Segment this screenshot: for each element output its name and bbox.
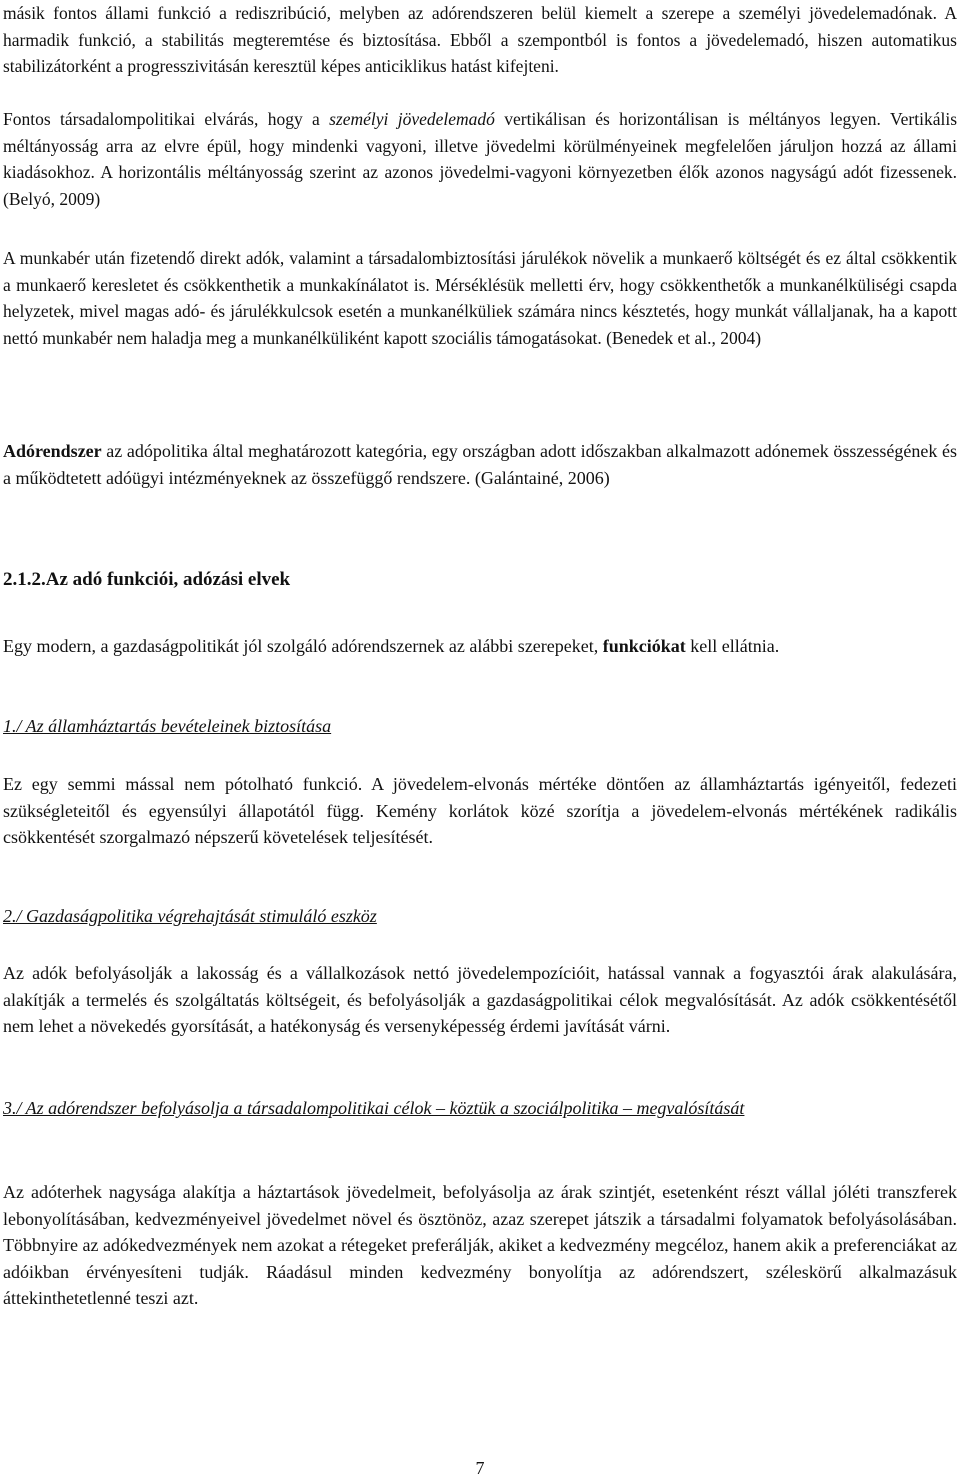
intro-text-2: kell ellátnia. — [685, 636, 780, 656]
section-heading: 2.1.2.Az adó funkciói, adózási elvek — [3, 569, 291, 590]
term-funkciokat: funkciókat — [602, 636, 686, 656]
page-number: 7 — [475, 1458, 485, 1478]
paragraph-function-2: Az adók befolyásolják a lakosság és a vállalkozások nettó jövedelempozícióit, hatással vannak a fogyasztói árak alakulására, alakítják a termelés és szolgáltatás költségeit, és befolyásolják a gazdaságpolitikai célok megvalósítását. Az adók csökkentésétől nem lehet a növekedés gyorsítását, a hatékonyság és versenyképesség érdemi javítását várni. — [3, 963, 957, 1037]
subheading-function-2: 2./ Gazdaságpolitika végrehajtását stimuláló eszköz — [3, 906, 377, 926]
paragraph-functions-intro — [3, 633, 957, 660]
paragraph-equity-text-2: vertikálisan és horizontálisan is méltányos legyen. Vertikális méltányosság arra az elvre épül, hogy mindenki vagyoni, illetve jövedelmi körülményeinek megfelelően járuljon hozzá az állami kiadásokhoz. A horizontális méltányosság szerint az azonos jövedelmi-vagyoni környezetben élők azonos nagyságú adót fizessenek. (Belyó, 2009) — [3, 109, 958, 209]
paragraph-tax-system-definition — [3, 438, 957, 491]
paragraph-equity — [3, 106, 957, 212]
paragraph-function-1: Ez egy semmi mással nem pótolható funkció. A jövedelem-elvonás mértéke döntően az államháztartás igényeitől, fedezeti szükségleteitől és egyensúlyi állapotától függ. Kemény korlátok közé szorítja a jövedelem-elvonás mértékének radikális csökkentését szorgalmazó népszerű követelések teljesítését. — [3, 774, 957, 848]
paragraph-equity-text-1: Fontos társadalompolitikai elvárás, hogy a — [3, 109, 330, 129]
paragraph-redistribution: másik fontos állami funkció a rediszribúció, melyben az adórendszeren belül kiemelt a szerepe a személyi jövedelemadónak. A harmadik funkció, a stabilitás megteremtése és biztosítása. Ebből a szempontból is fontos a jövedelemadó, hiszen automatikus stabilizátorként a progresszivitásán keresztül képes anticiklikus hatást kifejteni. — [3, 3, 957, 77]
definition-text: az adópolitika által meghatározott kategória, egy országban adott időszakban alkalmazott adónemek összességének és a működtetett adóügyi intézményeknek az összefüggő rendszere. (Galántainé, 2006) — [3, 441, 957, 488]
subheading-function-1: 1./ Az államháztartás bevételeinek biztosítása — [3, 716, 332, 736]
subheading-function-3: 3./ Az adórendszer befolyásolja a társadalompolitikai célok – köztük a szociálpolitika – megvalósítását — [3, 1098, 745, 1118]
intro-text-1: Egy modern, a gazdaságpolitikát jól szolgáló adórendszernek az alábbi szerepeket, — [3, 636, 603, 656]
paragraph-function-3: Az adóterhek nagysága alakítja a háztartások jövedelmeit, befolyásolja az árak szintjét, esetenként részt vállal jóléti transzferek lebonyolításában, kedvezményeivel jövedelmet növel és ösztönöz, azaz szerepet játszik a társadalmi folyamatok befolyásolásában. Többnyire az adókedvezmények nem azokat a rétegeket preferálják, akiket a kedvezmény megcéloz, hanem akik a preferenciákat az adóikban érvényesíteni tudják. Ráadásul minden kedvezmény bonyolítja az adórendszert, széleskörű alkalmazásuk áttekinthetetlenné teszi azt. — [3, 1182, 957, 1309]
paragraph-equity-emphasis: személyi jövedelemadó — [329, 109, 495, 129]
paragraph-labour-taxes: A munkabér után fizetendő direkt adók, valamint a társadalombiztosítási járulékok növelik a munkaerő költségét és ez által csökkentik a munkaerő keresletet és csökkenthetik a munkakínálatot is. Mérséklésük melletti érv, hogy csökkenthetők a munkanélküliségi csapda helyzetek, mivel magas adó- és járulékkulcsok esetén a munkanélküliek számára nincs késztetés, hogy munkát vállaljanak, ha a kapott nettó munkabér nem haladja meg a munkanélküliként kapott szociális támogatásokat. (Benedek et al., 2004) — [3, 248, 957, 348]
term-adorendszer: Adórendszer — [3, 441, 102, 461]
